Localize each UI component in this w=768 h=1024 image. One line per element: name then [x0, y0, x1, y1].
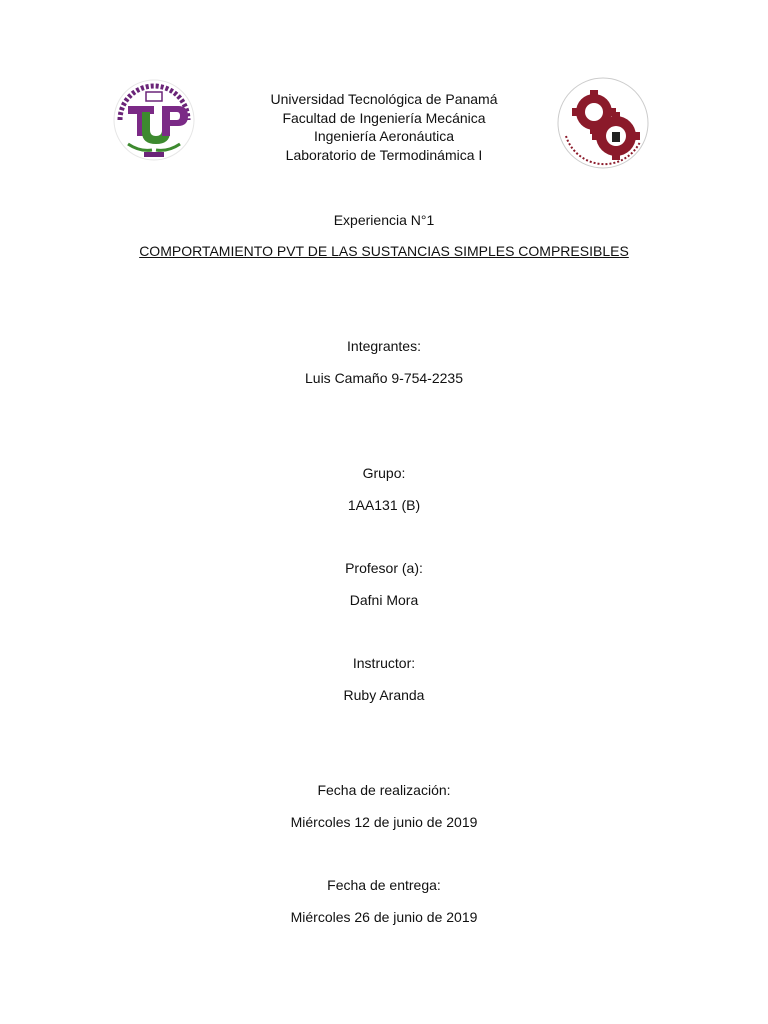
- group-label: Grupo:: [362, 465, 406, 481]
- date-done-value: Miércoles 12 de junio de 2019: [290, 814, 478, 830]
- instructor-label: Instructor:: [352, 655, 416, 671]
- members-value: Luis Camaño 9-754-2235: [305, 370, 463, 386]
- instructor-value: Ruby Aranda: [343, 687, 425, 703]
- lab-name: Laboratorio de Termodinámica I: [285, 146, 483, 163]
- date-done-label: Fecha de realización:: [317, 782, 451, 798]
- date-due-value: Miércoles 26 de junio de 2019: [290, 909, 478, 925]
- faculty-name: Facultad de Ingeniería Mecánica: [282, 109, 486, 126]
- date-due-label: Fecha de entrega:: [327, 877, 441, 893]
- professor-value: Dafni Mora: [349, 592, 419, 608]
- program-name: Ingeniería Aeronáutica: [313, 128, 455, 144]
- university-name: Universidad Tecnológica de Panamá: [270, 91, 498, 107]
- professor-label: Profesor (a):: [345, 560, 423, 576]
- experiment-label: Experiencia N°1: [333, 212, 435, 228]
- experiment-title: COMPORTAMIENTO PVT DE LAS SUSTANCIAS SIMPLES COMPRESIBLES: [139, 243, 629, 259]
- group-value: 1AA131 (B): [347, 497, 421, 513]
- institution-header: [0, 90, 768, 164]
- members-label: Integrantes:: [347, 338, 421, 354]
